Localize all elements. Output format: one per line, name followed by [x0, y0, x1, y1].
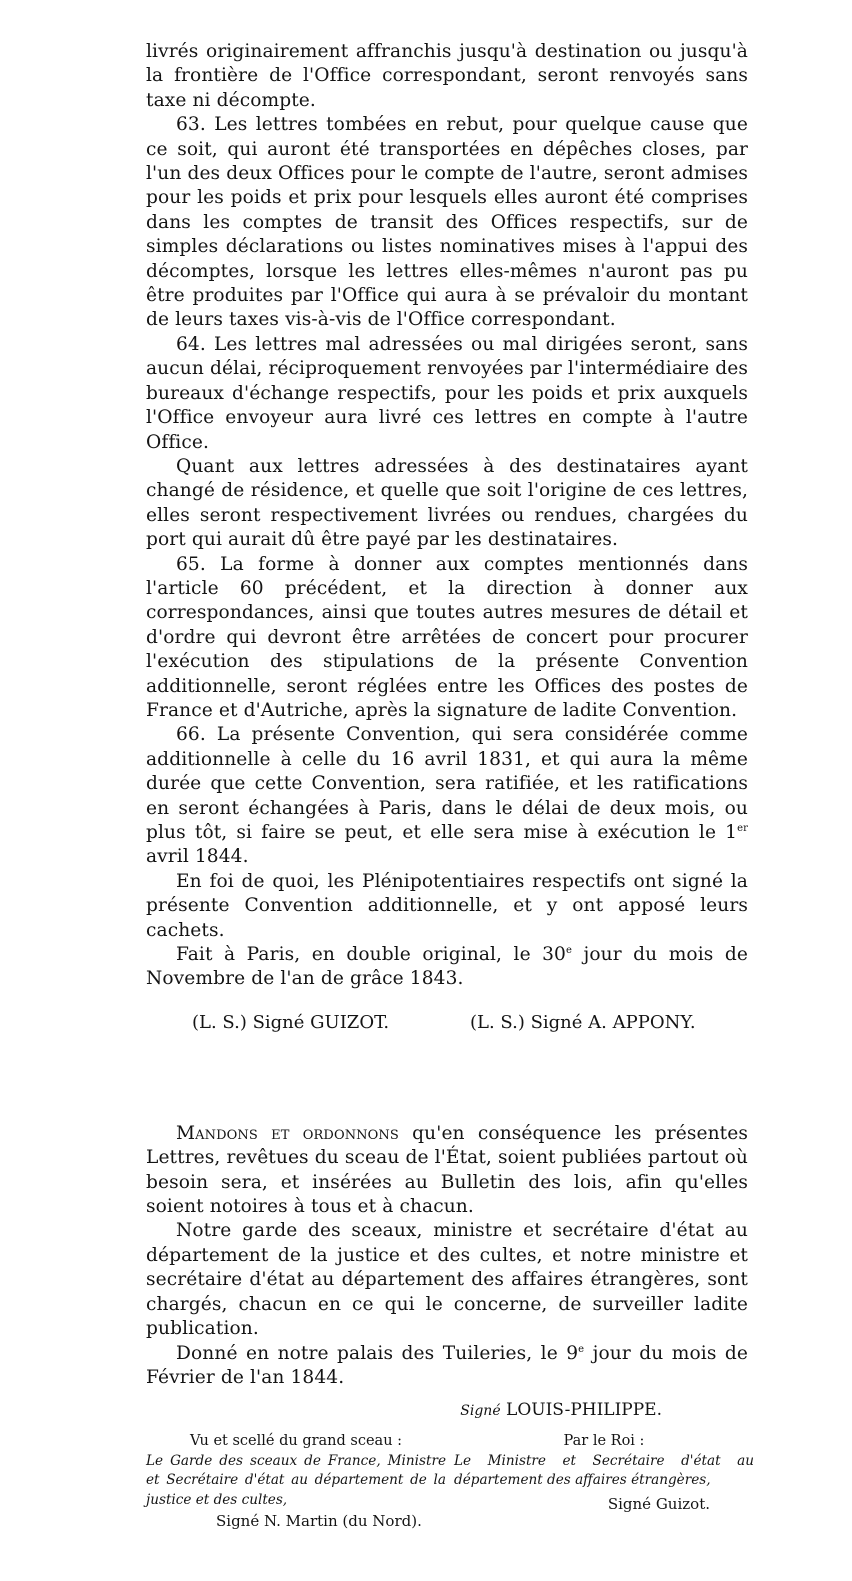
decree-paragraph-1: [146, 1122, 748, 1220]
countersign-justice-head: Vu et scellé du grand sceau :: [189, 1433, 403, 1450]
article-66-text-end: avril 1844.: [146, 846, 249, 868]
countersign-foreign-signature: Signé Guizot.: [607, 1494, 710, 1513]
decree-date-superscript: e: [578, 1343, 585, 1355]
king-signature: [146, 1400, 662, 1420]
date-text-end: jour du mois de Novembre de l'an de grâce 1843.: [146, 944, 748, 990]
signature-appony: (L. S.) Signé A. APPONY.: [470, 1011, 696, 1033]
article-64: 64. Les lettres mal adressées ou mal dirigées seront, sans aucun délai, réciproquement renvoyées par l'intermédiaire des bureaux d'échange respectifs, pour les poids et prix auxquels l'Office envoyeur aura livré ces lettres en compte à l'autre Office.: [146, 333, 748, 453]
article-66-text: 66. La présente Convention, qui sera considérée comme additionnelle à celle du 16 avril 1831, et qui aura la même durée que cette Convention, sera ratifiée, et les ratifications en seront échangées à Paris, dans le délai de deux mois, ou plus tôt, si faire se peut, et elle sera mise à exécution le 1: [146, 724, 748, 843]
attestation-paragraph: En foi de quoi, les Plénipotentiaires respectifs ont signé la présente Convention additionnelle, et y ont apposé leurs cachets.: [146, 870, 748, 941]
article-66: [146, 723, 748, 869]
article-65: 65. La forme à donner aux comptes mentionnés dans l'article 60 précédent, et la direction à donner aux correspondances, ainsi que toutes autres mesures de détail et d'ordre qui devront être arrêtées de concert pour procurer l'exécution des stipulations de la présente Convention additionnelle, seront réglées entre les Offices des postes de France et d'Autriche, après la signature de ladite Convention.: [146, 553, 748, 721]
decree-date-text-end: jour du mois de Février de l'an 1844.: [146, 1342, 748, 1388]
decree-date-text: Donné en notre palais des Tuileries, le 9: [176, 1342, 579, 1364]
article-64-paragraph-2: Quant aux lettres adressées à des destinataires ayant changé de résidence, et quelle que soit l'origine de ces lettres, elles seront respectivement livrées ou rendues, chargées du port qui aurait dû être payé par les destinataires.: [146, 455, 748, 551]
date-text: Fait à Paris, en double original, le 30: [176, 944, 566, 966]
countersign-foreign-head: Par le Roi :: [563, 1433, 645, 1450]
decree-lead: Mandons et ordonnons: [176, 1122, 399, 1144]
countersign-foreign-body: Le Ministre et Secrétaire d'état au département des affaires étrangères,: [454, 1452, 754, 1489]
section-spacer: [146, 1040, 748, 1122]
countersign-justice-body: Le Garde des sceaux de France, Ministre et Secrétaire d'état au département de la justice et des cultes,: [146, 1452, 446, 1508]
king-name: LOUIS-PHILIPPE.: [506, 1400, 662, 1421]
decree-paragraph-1-text: qu'en conséquence les présentes Lettres, revêtues du sceau de l'État, soient publiées partout où besoin sera, et insérées au Bulletin des lois, afin qu'elles soient notoires à tous et à chacun.: [146, 1122, 748, 1218]
countersign-justice-signature: Signé N. Martin (du Nord).: [216, 1512, 422, 1531]
plenipotentiary-signatures: [146, 1012, 748, 1040]
decree-paragraph-2: Notre garde des sceaux, ministre et secrétaire d'état au département de la justice et des cultes, et notre ministre et secrétaire d'état au département des affaires étrangères, sont chargés, chacun en ce qui le concerne, de surveiller ladite publication.: [146, 1220, 748, 1340]
paragraph-continuation: livrés originairement affranchis jusqu'à destination ou jusqu'à la frontière de l'Office correspondant, seront renvoyés sans taxe ni décompte.: [146, 41, 748, 111]
date-paragraph: [146, 943, 748, 992]
article-66-superscript: er: [737, 822, 748, 834]
decree-paragraph-3: [146, 1342, 748, 1391]
signature-guizot: (L. S.) Signé GUIZOT.: [192, 1011, 390, 1033]
article-63: 63. Les lettres tombées en rebut, pour quelque cause que ce soit, qui auront été transportées en dépêches closes, par l'un des deux Offices pour le compte de l'autre, seront admises pour les poids et prix pour lesquels elles auront été comprises dans les comptes de transit des Offices respectifs, sur de simples déclarations ou listes nominatives mises à l'appui des décomptes, lorsque les lettres elles-mêmes n'auront pas pu être produites par l'Office qui aura à se prévaloir du montant de leurs taxes vis-à-vis de l'Office correspondant.: [146, 114, 748, 331]
countersign-foreign-affairs: [454, 1432, 754, 1514]
king-signe-label: Signé: [460, 1403, 501, 1420]
countersignatures: [146, 1432, 754, 1552]
date-superscript: e: [566, 944, 573, 956]
document-page: [146, 40, 754, 1552]
countersign-justice: [146, 1432, 446, 1532]
